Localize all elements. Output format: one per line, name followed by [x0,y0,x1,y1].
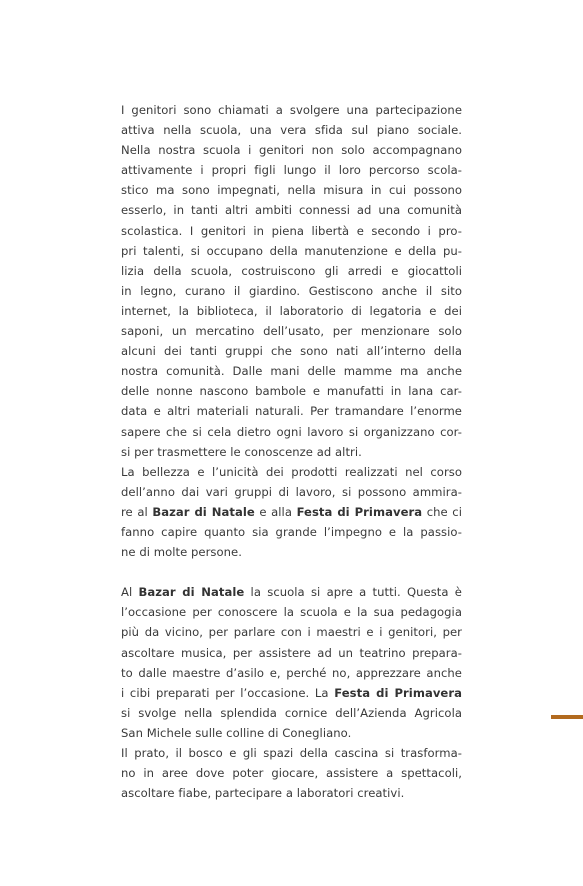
text-segment: sapere che si cela dietro ogni lavoro si organizzano cor- [121,424,462,439]
text-line [121,301,462,321]
text-segment: nostra comunità. Dalle mani delle mamme ma anche [121,364,462,379]
text-segment: dell’anno dai vari gruppi di lavoro, si possono ammira- [121,484,462,499]
text-segment: esserlo, in tanti altri ambiti connessi ad una comunità [121,203,462,218]
event-name: Festa di Primavera [334,685,462,700]
text-line [121,462,462,482]
text-line [121,361,462,381]
text-segment: San Michele sulle colline di Conegliano. [121,725,352,740]
text-segment: data e altri materiali naturali. Per tramandare l’enorme [121,404,462,419]
text-line [121,221,462,241]
text-line [121,321,462,341]
text-segment: l’occasione per conoscere la scuola e la sua pedagogia [121,605,462,620]
text-segment: delle nonne nascono bambole e manufatti in lana car- [121,384,462,399]
text-line [121,341,462,361]
text-segment: che ci [422,504,462,519]
text-segment: pri talenti, si occupano della manutenzione e della pu- [121,243,462,258]
text-line [121,140,462,160]
text-segment: La bellezza e l’unicità dei prodotti realizzati nel corso [121,464,462,479]
text-line [121,643,462,663]
text-segment: Nella nostra scuola i genitori non solo accompagnano [121,143,462,158]
text-line [121,743,462,763]
text-segment: scolastica. I genitori in piena libertà e secondo i pro- [121,223,462,238]
text-line [121,160,462,180]
text-line [121,200,462,220]
page-edge-marker [551,715,583,719]
text-segment: i cibi preparati per l’occasione. La [121,685,335,700]
text-segment: ascoltare musica, per assistere ad un teatrino prepara- [121,645,462,660]
text-segment: Il prato, il bosco e gli spazi della cascina si trasforma- [121,746,462,760]
paragraph-gap [121,562,462,582]
text-line [121,502,462,522]
text-line [121,241,462,261]
text-segment: la scuola si apre a tutti. Questa è [244,585,462,600]
text-segment: si svolge nella splendida cornice dell’Azienda Agricola [121,705,462,720]
text-segment: re al [121,504,153,519]
text-segment: saponi, un mercatino dell’usato, per menzionare solo [121,324,462,339]
text-line [121,582,462,602]
text-line [121,602,462,622]
text-line [121,442,462,462]
text-line [121,100,462,120]
text-segment: lizia della scuola, costruiscono gli arredi e giocattoli [121,263,462,278]
text-line [121,683,462,703]
text-line [121,422,462,442]
text-segment: stico ma sono impegnati, nella misura in cui possono [121,183,462,198]
text-line [121,703,462,723]
text-line [121,522,462,542]
text-line [121,261,462,281]
text-segment: attivamente i propri figli lungo il loro percorso scola- [121,163,462,178]
text-line [121,381,462,401]
text-segment: più da vicino, per parlare con i maestri e i genitori, per [121,625,462,640]
text-segment: e alla [254,504,297,519]
paragraph-3 [121,582,462,743]
text-line [121,281,462,301]
text-segment: internet, la biblioteca, il laboratorio di legatoria e dei [121,303,462,318]
text-segment: in legno, curano il giardino. Gestiscono anche il sito [121,283,462,298]
event-name: Bazar di Natale [152,504,255,519]
text-segment: no in aree dove poter giocare, assistere a spettacoli, [121,766,462,781]
text-segment: alcuni dei tanti gruppi che sono nati all’interno della [121,344,462,359]
text-line [121,180,462,200]
paragraph-4 [121,743,462,803]
text-line [121,783,462,803]
text-segment: I genitori sono chiamati a svolgere una partecipazione [121,103,462,117]
text-line [121,482,462,502]
text-segment: ne di molte persone. [121,545,242,560]
text-segment: attiva nella scuola, una vera sfida sul piano sociale. [121,123,462,138]
text-line [121,663,462,683]
paragraph-1 [121,100,462,462]
text-line [121,120,462,140]
event-name: Bazar di Natale [138,585,245,600]
body-text [121,100,462,803]
text-line [121,723,462,743]
text-segment: si per trasmettere le conoscenze ad altri. [121,444,362,459]
text-line [121,401,462,421]
text-segment: Al [121,585,139,600]
paragraph-2 [121,462,462,562]
text-segment: ascoltare fiabe, partecipare a laboratori creativi. [121,786,405,801]
text-segment: to dalle maestre d’asilo e, perché no, apprezzare anche [121,665,462,680]
text-line [121,763,462,783]
text-segment: fanno capire quanto sia grande l’impegno e la passio- [121,524,462,539]
text-line [121,622,462,642]
text-line [121,542,462,562]
event-name: Festa di Primavera [296,504,423,519]
